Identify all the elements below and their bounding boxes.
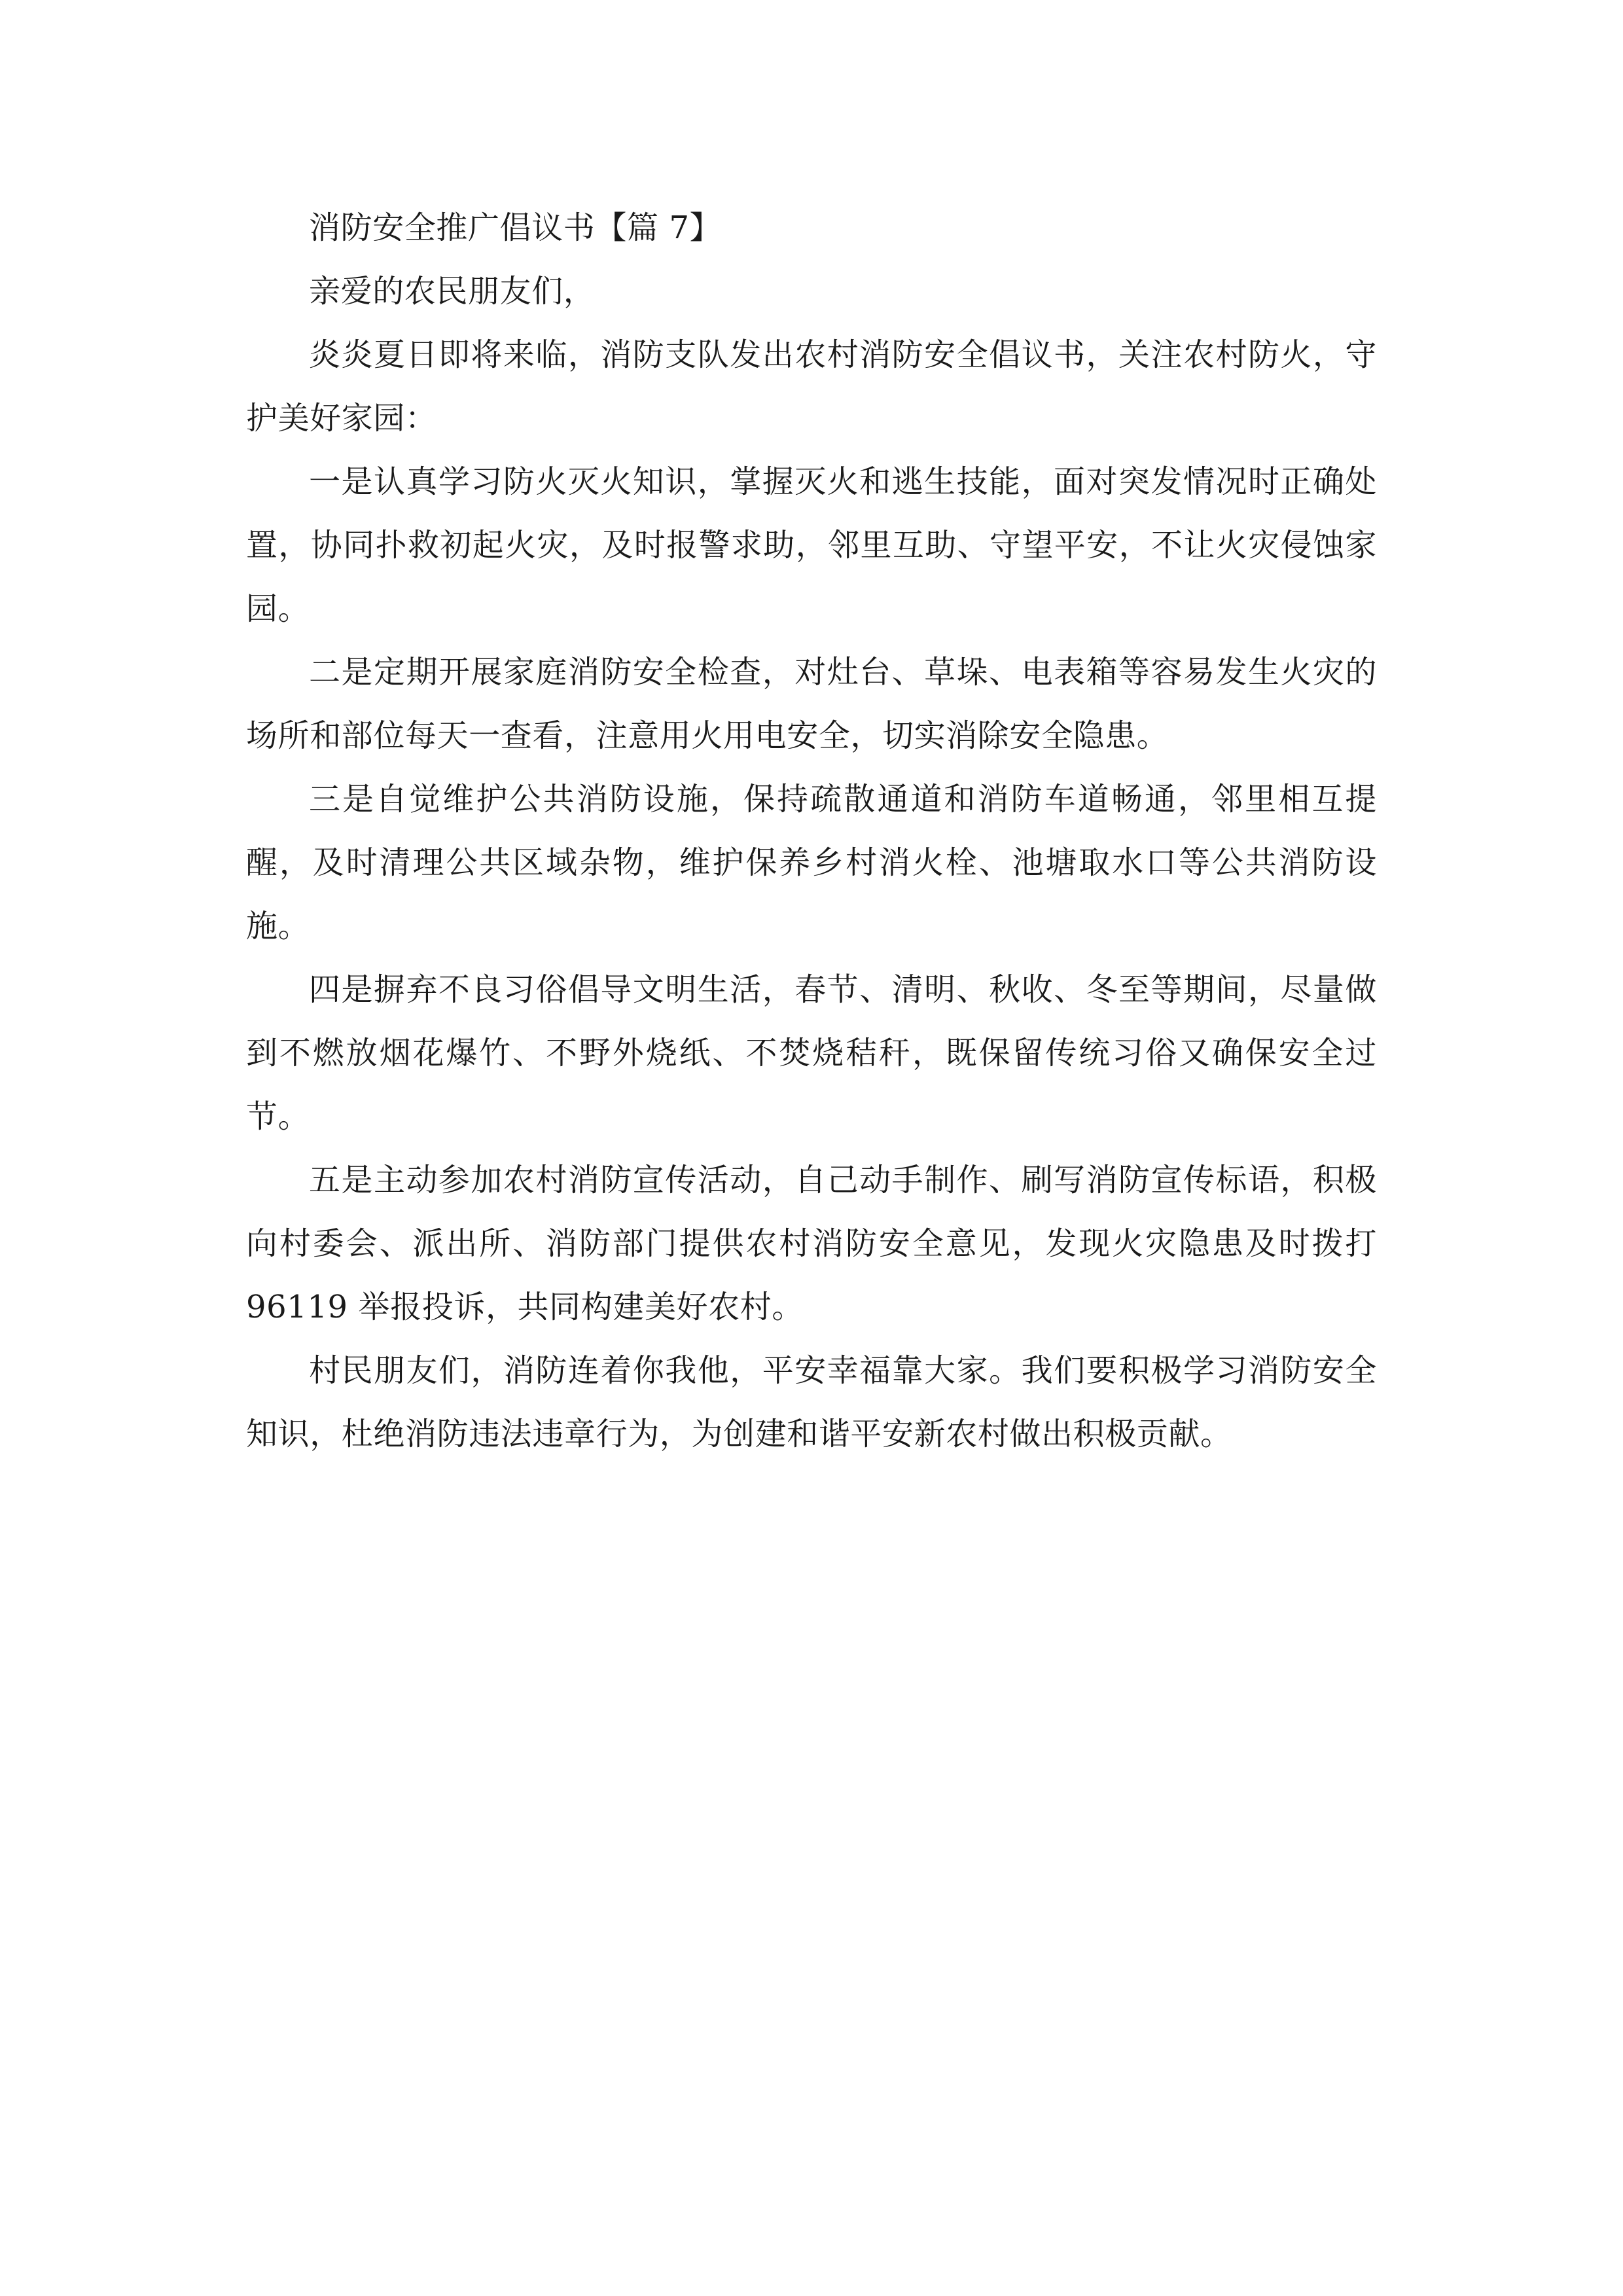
paragraph-intro: 炎炎夏日即将来临，消防支队发出农村消防安全倡议书，关注农村防火，守护美好家园： xyxy=(246,336,1377,437)
greeting: 亲爱的农民朋友们， xyxy=(309,273,596,310)
paragraph-five: 五是主动参加农村消防宣传活动，自己动手制作、刷写消防宣传标语，积极向村委会、派出所、消防部门提供农村消防安全意见，发现火灾隐患及时拨打 96119 举报投诉，共同构建美好农村。 xyxy=(246,1162,1377,1325)
paragraph-four: 四是摒弃不良习俗倡导文明生活，春节、清明、秋收、冬至等期间，尽量做到不燃放烟花爆竹、不野外烧纸、不焚烧秸秆，既保留传统习俗又确保安全过节。 xyxy=(246,971,1377,1135)
paragraph-one: 一是认真学习防火灭火知识，掌握灭火和逃生技能，面对突发情况时正确处置，协同扑救初起火灾，及时报警求助，邻里互助、守望平安，不让火灾侵蚀家园。 xyxy=(246,463,1377,627)
paragraph-closing: 村民朋友们，消防连着你我他，平安幸福靠大家。我们要积极学习消防安全知识，杜绝消防违法违章行为，为创建和谐平安新农村做出积极贡献。 xyxy=(246,1352,1377,1452)
paragraph-two: 二是定期开展家庭消防安全检查，对灶台、草垛、电表箱等容易发生火灾的场所和部位每天一查看，注意用火用电安全，切实消除安全隐患。 xyxy=(246,654,1377,754)
document-title: 消防安全推广倡议书【篇 7】 xyxy=(309,209,722,246)
paragraph-three: 三是自觉维护公共消防设施，保持疏散通道和消防车道畅通，邻里相互提醒，及时清理公共区域杂物，维护保养乡村消火栓、池塘取水口等公共消防设施。 xyxy=(246,781,1377,944)
document-body xyxy=(246,196,1377,1466)
